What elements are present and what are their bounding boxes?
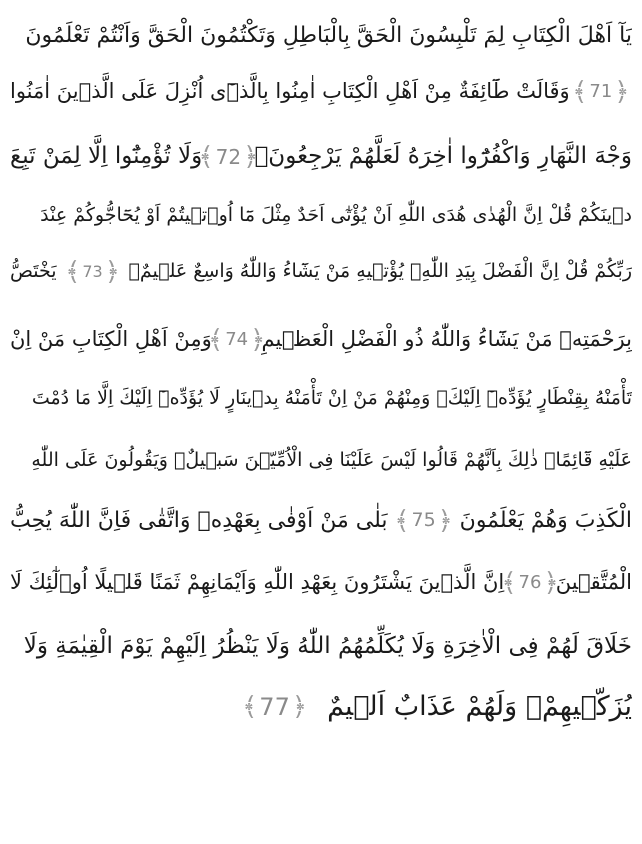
- verse-text: بِرَحْمَتِه۪ مَنْ يَشَٓاءُ وَاللّٰهُ ذُو الْفَضْلِ الْعَظ۪يمِ: [261, 327, 632, 351]
- verse-text: بَلٰى مَنْ اَوْفٰى بِعَهْدِه۪ وَاتَّقٰى فَاِنَّ اللّٰهَ يُحِبُّ: [10, 507, 388, 533]
- verse-text: وَلَا تُؤْمِنُٓوا اِلَّا لِمَنْ تَبِعَ: [10, 143, 203, 169]
- ayah-bracket-open: ﴾: [198, 141, 214, 172]
- ayah-bracket-close: ﴿: [543, 567, 559, 598]
- verse-line: [10, 617, 632, 676]
- verse-line: [10, 127, 632, 186]
- ayah-bracket-open: ﴾: [501, 567, 517, 598]
- ayah-number-marker: [388, 503, 459, 539]
- ayah-number: 74: [225, 328, 249, 350]
- verse-text: يَآ اَهْلَ الْكِتَابِ لِمَ تَلْبِسُونَ الْحَقَّ بِالْبَاطِلِ وَتَكْتُمُونَ الْحَقَّ وَاَنْتُمْ تَعْلَمُونَ: [25, 22, 632, 48]
- ayah-bracket-close: ﴿: [104, 256, 120, 287]
- ayah-bracket-close: ﴿: [250, 324, 266, 355]
- verse-text: وَقَالَتْ طَٓائِفَةٌ مِنْ اَهْلِ الْكِتَابِ اٰمِنُوا بِالَّذ۪ٓى اُنْزِلَ عَلَى الَّذ۪ينَ اٰمَنُوا: [10, 79, 570, 103]
- ayah-number-marker: [207, 322, 266, 358]
- ayah-bracket-open: ﴾: [572, 76, 588, 107]
- ayah-bracket-open: ﴾: [65, 256, 81, 287]
- ayah-bracket-close: ﴿: [291, 691, 308, 722]
- verse-line: [10, 677, 632, 736]
- verse-line: [10, 553, 632, 612]
- ayah-number-marker: [570, 74, 632, 110]
- verse-text: عَلَيْهِ قَٓائِمًاۜ ذٰلِكَ بِاَنَّهُمْ قَالُوا لَيْسَ عَلَيْنَا فِى الْاُمِّيّ۪نَ سَب۪يلٌۚ وَيَقُولُونَ عَلَى اللّٰهِ: [31, 449, 632, 471]
- verse-text: اِنَّ الَّذ۪ينَ يَشْتَرُونَ بِعَهْدِ اللّٰهِ وَاَيْمَانِهِمْ ثَمَنًا قَل۪يلًا اُو۬لٰٓئِكَ لَا: [10, 570, 505, 594]
- verse-text: يَخْتَصُّ: [10, 260, 57, 282]
- ayah-number: 77: [259, 692, 290, 721]
- verse-text: د۪ينَكُمْ قُلْ اِنَّ الْهُدٰى هُدَى اللّٰهِ اَنْ يُؤْتٰٓى اَحَدٌ مِثْلَ مَٓا اُو۫ت۪يتُمْ اَوْ يُحَٓاجُّوكُمْ عِنْدَ: [40, 204, 632, 226]
- ayah-number-marker: [198, 139, 259, 175]
- verse-line: [10, 491, 632, 550]
- verse-line: [10, 369, 632, 428]
- ayah-bracket-close: ﴿: [243, 141, 259, 172]
- verse-text: وَمِنْ اَهْلِ الْكِتَابِ مَنْ اِنْ: [10, 327, 212, 351]
- verse-line: [10, 6, 632, 65]
- verse-line: [10, 310, 632, 369]
- verse-line: [10, 242, 632, 301]
- ayah-number-marker: [59, 254, 126, 290]
- verse-text: الْمُتَّق۪ينَ: [555, 570, 632, 594]
- verse-text: خَلَاقَ لَهُمْ فِى الْاٰخِرَةِ وَلَا يُكَلِّمُهُمُ اللّٰهُ وَلَا يَنْظُرُ اِلَيْهِمْ يَوْمَ الْقِيٰمَةِ وَلَا: [23, 633, 632, 659]
- ayah-number: 72: [215, 144, 242, 169]
- verse-text: الْكَذِبَ وَهُمْ يَعْلَمُونَ: [459, 507, 632, 533]
- ayah-number: 71: [589, 80, 613, 102]
- ayah-number-marker: [501, 565, 559, 601]
- ayah-bracket-close: ﴿: [614, 76, 630, 107]
- ayah-bracket-close: ﴿: [437, 505, 453, 536]
- verse-text: رَبِّكُمْ قُلْ اِنَّ الْفَضْلَ بِيَدِ اللّٰهِۚ يُؤْت۪يهِ مَنْ يَشَٓاءُ وَاللّٰهُ وَاسِعٌ عَل۪يمٌۚ: [128, 260, 632, 282]
- ayah-number-marker: [236, 689, 313, 725]
- verse-line: [10, 431, 632, 490]
- ayah-number: 75: [411, 509, 436, 531]
- ayah-bracket-open: ﴾: [394, 505, 410, 536]
- verse-text: وَجْهَ النَّهَارِ وَاكْفُرُٓوا اٰخِرَهُ لَعَلَّهُمْ يَرْجِعُونَۚ: [254, 143, 632, 169]
- verse-text: يُزَكّ۪يهِمْۖ وَلَهُمْ عَذَابٌ اَل۪يمٌ: [327, 691, 632, 722]
- verse-line: [10, 186, 632, 245]
- ayah-number: 73: [82, 261, 103, 281]
- verse-line: [10, 62, 632, 121]
- verse-text: تَأْمَنْهُ بِقِنْطَارٍ يُؤَدِّه۪ٓ اِلَيْكَۚ وَمِنْهُمْ مَنْ اِنْ تَأْمَنْهُ بِد۪ينَارٍ لَا يُؤَدِّه۪ٓ اِلَيْكَ اِلَّا مَا دُمْتَ: [31, 387, 632, 409]
- ayah-number: 76: [518, 571, 542, 593]
- ayah-bracket-open: ﴾: [207, 324, 224, 355]
- ayah-bracket-open: ﴾: [242, 691, 258, 722]
